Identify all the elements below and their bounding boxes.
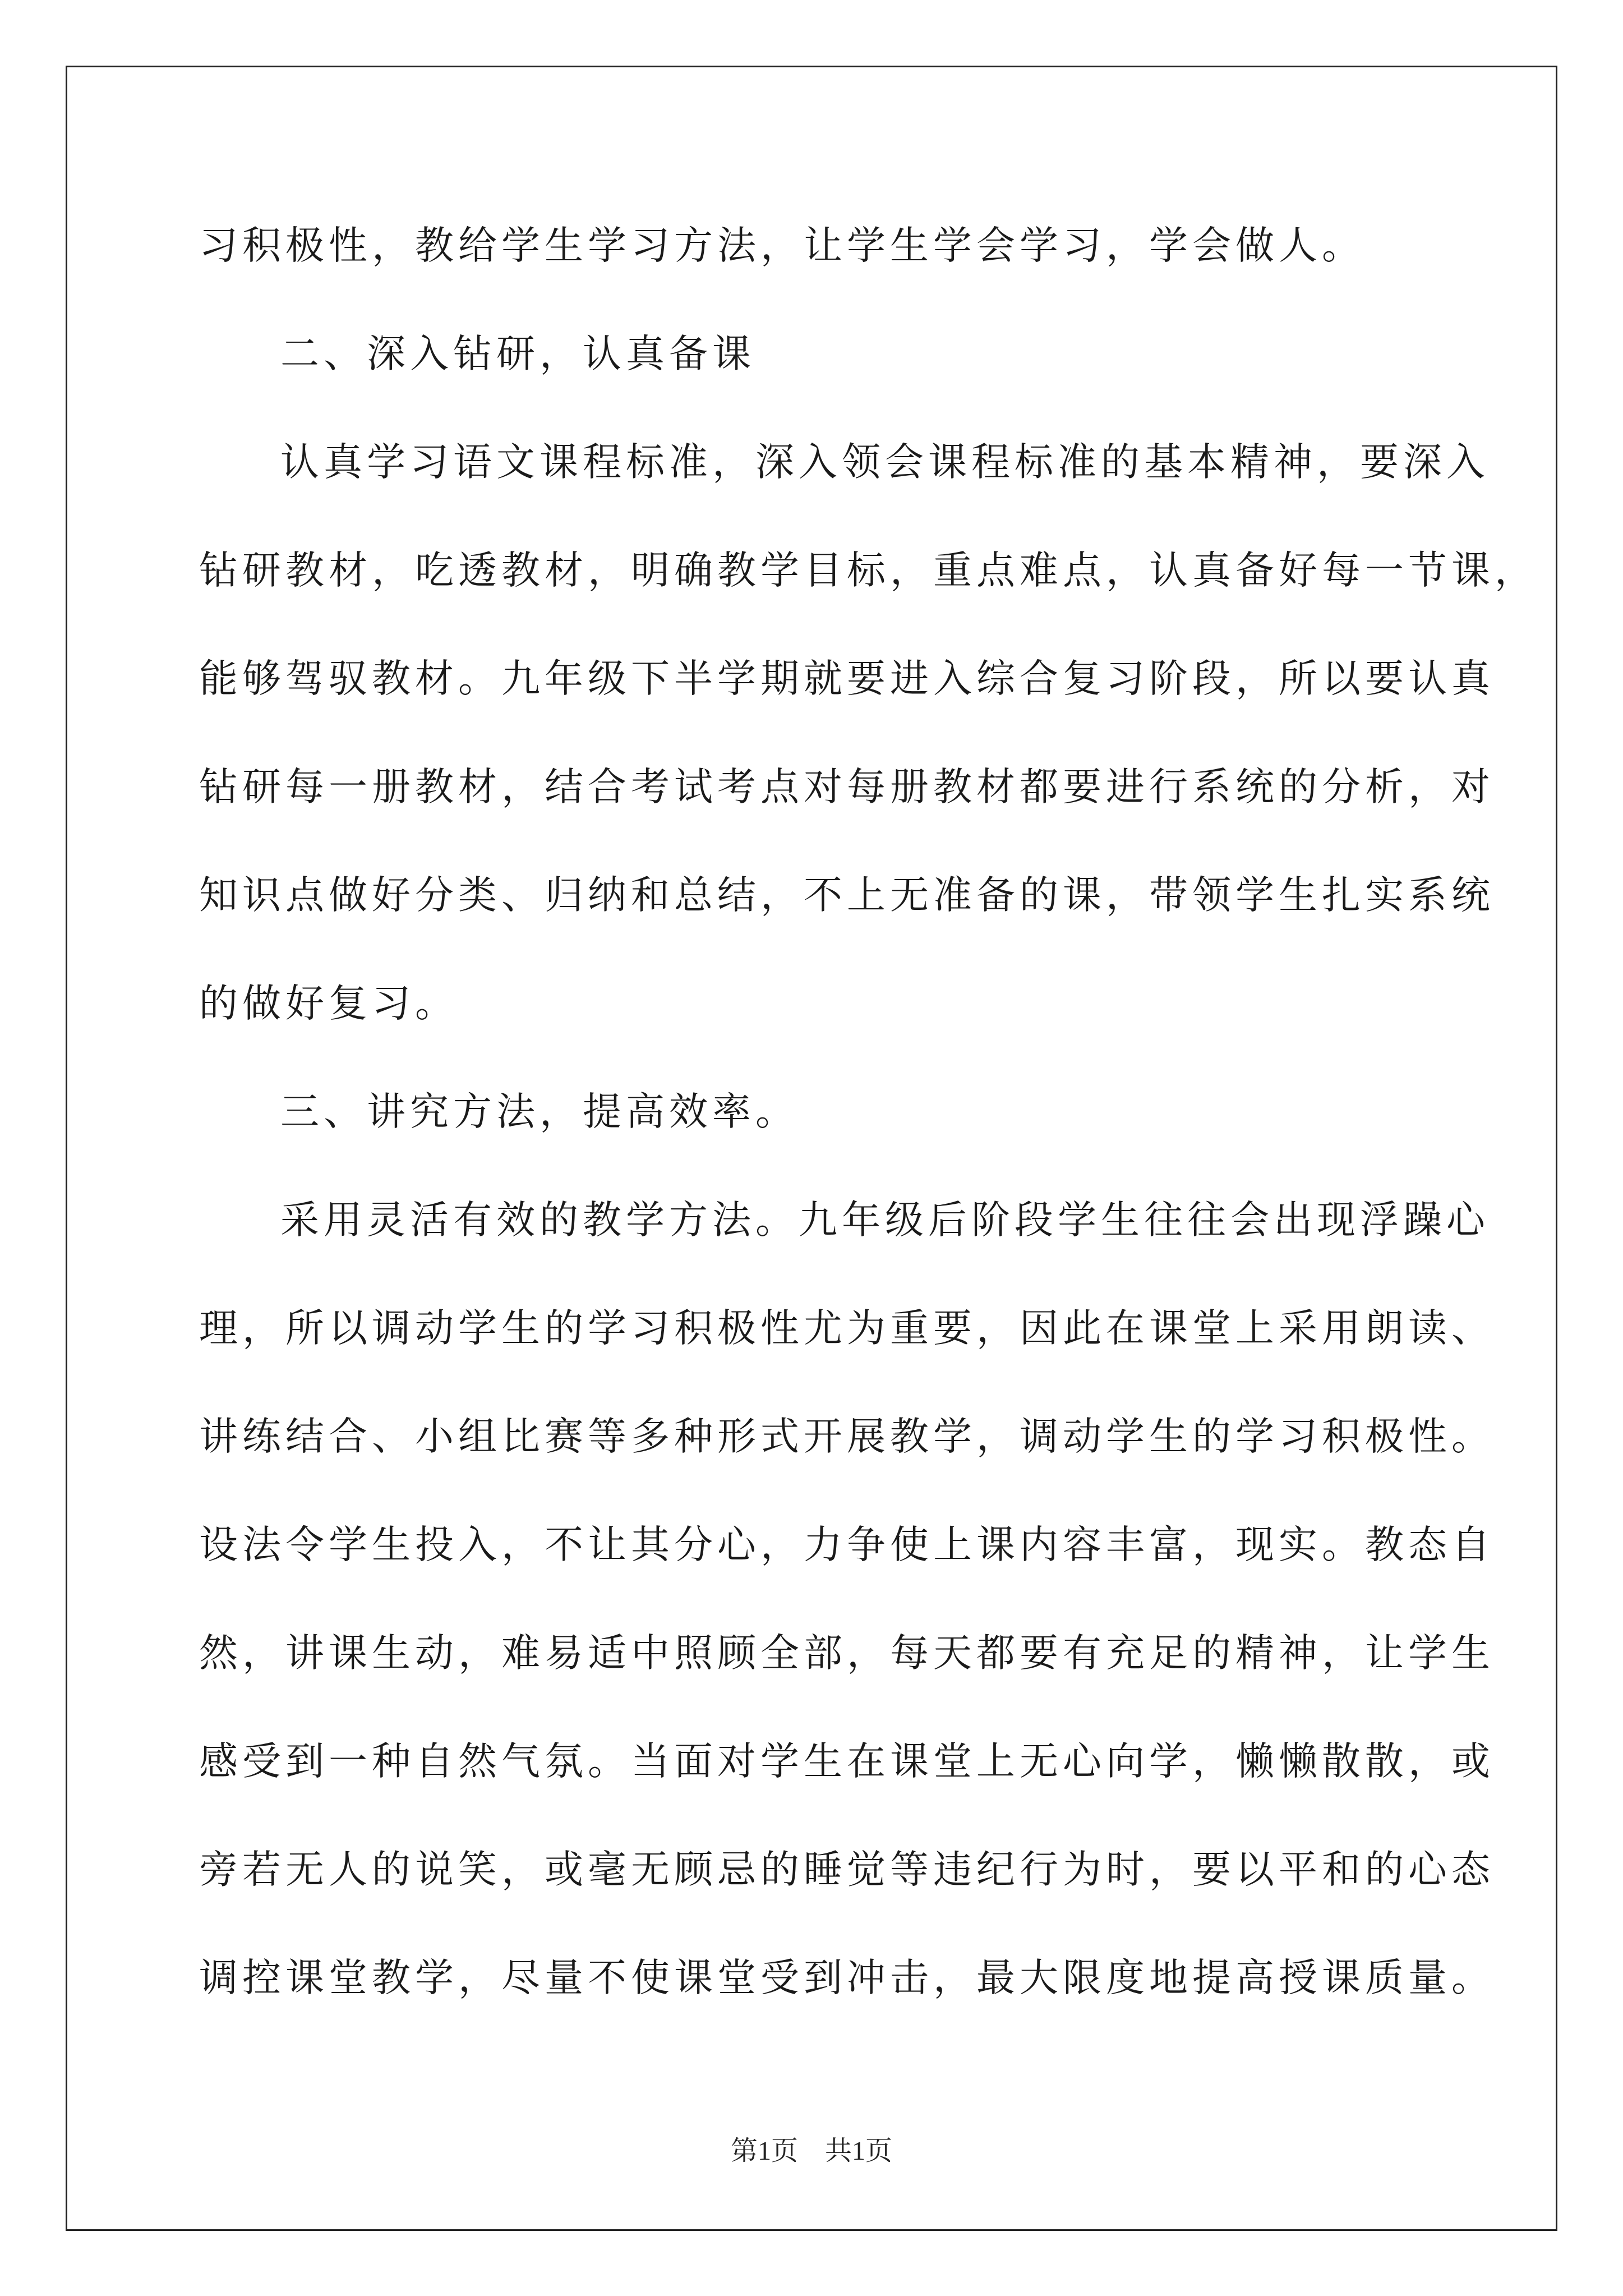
text-line: 然，讲课生动，难易适中照顾全部，每天都要有充足的精神，让学生 [199, 1631, 1495, 1676]
text-line: 调控课堂教学，尽量不使课堂受到冲击，最大限度地提高授课质量。 [199, 1955, 1495, 2000]
text-line: 采用灵活有效的教学方法。九年级后阶段学生往往会出现浮躁心 [280, 1198, 1490, 1243]
text-line: 习积极性，教给学生学习方法，让学生学会学习，学会做人。 [199, 223, 1365, 268]
text-line: 二、深入钻研，认真备课 [280, 332, 755, 376]
text-line: 能够驾驭教材。九年级下半学期就要进入综合复习阶段，所以要认真 [199, 656, 1495, 701]
text-line: 旁若无人的说笑，或毫无顾忌的睡觉等违纪行为时，要以平和的心态 [199, 1847, 1495, 1892]
page-border [66, 66, 1557, 2231]
text-line: 讲练结合、小组比赛等多种形式开展教学，调动学生的学习积极性。 [199, 1414, 1495, 1459]
text-line: 认真学习语文课程标准，深入领会课程标准的基本精神，要深入 [280, 440, 1490, 485]
text-line: 三、讲究方法，提高效率。 [280, 1089, 799, 1134]
page-number: 第1页 共1页 [730, 2136, 892, 2166]
text-line: 设法令学生投入，不让其分心，力争使上课内容丰富，现实。教态自 [199, 1522, 1495, 1567]
text-line: 知识点做好分类、归纳和总结，不上无准备的课，带领学生扎实系统 [199, 873, 1495, 918]
text-line: 理，所以调动学生的学习积极性尤为重要，因此在课堂上采用朗读、 [199, 1306, 1495, 1351]
text-line: 的做好复习。 [199, 981, 458, 1026]
text-line: 感受到一种自然气氛。当面对学生在课堂上无心向学，懒懒散散，或 [199, 1739, 1495, 1784]
text-line: 钻研每一册教材，结合考试考点对每册教材都要进行系统的分析，对 [199, 765, 1495, 809]
text-line: 钻研教材，吃透教材，明确教学目标，重点难点，认真备好每一节课， [199, 548, 1538, 593]
